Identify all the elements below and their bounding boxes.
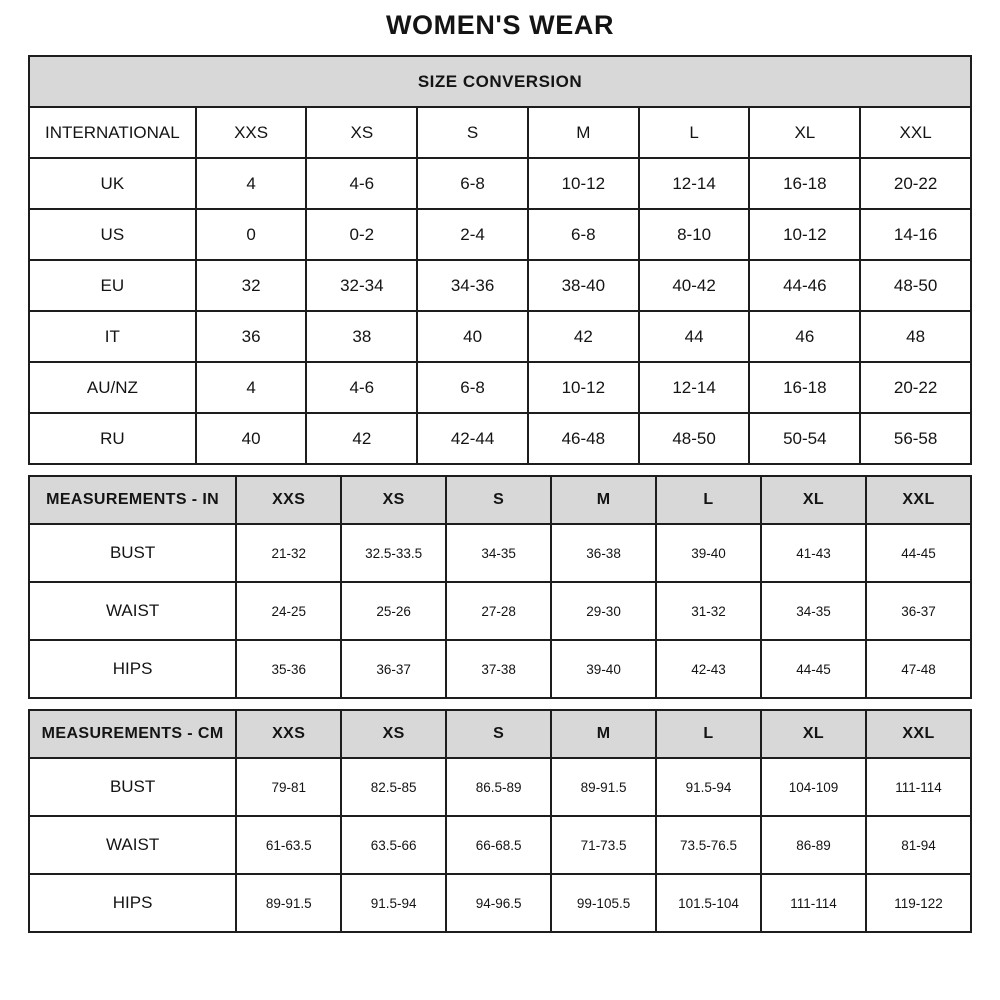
value-cell: 37-38 (446, 640, 551, 698)
value-cell: 111-114 (761, 874, 866, 932)
value-cell: 14-16 (860, 209, 971, 260)
table-row (29, 640, 971, 698)
value-cell: L (639, 107, 750, 158)
value-cell: 6-8 (417, 362, 528, 413)
value-cell: 34-36 (417, 260, 528, 311)
value-cell: 104-109 (761, 758, 866, 816)
value-cell: 50-54 (749, 413, 860, 464)
value-cell: 47-48 (866, 640, 971, 698)
table-header-cell: XL (761, 710, 866, 758)
table-header-cell: XXS (236, 710, 341, 758)
value-cell: 34-35 (446, 524, 551, 582)
value-cell: 29-30 (551, 582, 656, 640)
value-cell: XS (306, 107, 417, 158)
value-cell: 20-22 (860, 158, 971, 209)
row-label-cell: RU (29, 413, 196, 464)
value-cell: 4-6 (306, 158, 417, 209)
page-title: WOMEN'S WEAR (385, 10, 615, 40)
value-cell: 6-8 (528, 209, 639, 260)
value-cell: 71-73.5 (551, 816, 656, 874)
value-cell: 91.5-94 (341, 874, 446, 932)
value-cell: 35-36 (236, 640, 341, 698)
row-label-cell: HIPS (29, 874, 236, 932)
table-header-cell: XL (761, 476, 866, 524)
measurements-cm-table (28, 709, 972, 933)
value-cell: 38-40 (528, 260, 639, 311)
value-cell: 0-2 (306, 209, 417, 260)
value-cell: 4 (196, 158, 307, 209)
value-cell: 6-8 (417, 158, 528, 209)
row-label-cell: HIPS (29, 640, 236, 698)
table-row (29, 158, 971, 209)
value-cell: 32.5-33.5 (341, 524, 446, 582)
value-cell: 63.5-66 (341, 816, 446, 874)
row-label-cell: US (29, 209, 196, 260)
table-header-cell: XXL (866, 710, 971, 758)
value-cell: 24-25 (236, 582, 341, 640)
value-cell: 10-12 (528, 362, 639, 413)
value-cell: 42 (306, 413, 417, 464)
measurements-in-table (28, 475, 972, 699)
table-header-cell: S (446, 710, 551, 758)
value-cell: 40-42 (639, 260, 750, 311)
value-cell: 41-43 (761, 524, 866, 582)
value-cell: 38 (306, 311, 417, 362)
value-cell: 16-18 (749, 158, 860, 209)
value-cell: 73.5-76.5 (656, 816, 761, 874)
value-cell: 61-63.5 (236, 816, 341, 874)
value-cell: 89-91.5 (551, 758, 656, 816)
value-cell: 42 (528, 311, 639, 362)
value-cell: 36-38 (551, 524, 656, 582)
table-header-cell: M (551, 476, 656, 524)
table-title: SIZE CONVERSION (29, 56, 971, 107)
value-cell: 44-45 (866, 524, 971, 582)
table-row (29, 209, 971, 260)
table-header-cell: L (656, 710, 761, 758)
table-header-cell: XS (341, 710, 446, 758)
table-row (29, 816, 971, 874)
value-cell: 0 (196, 209, 307, 260)
value-cell: 34-35 (761, 582, 866, 640)
value-cell: 20-22 (860, 362, 971, 413)
value-cell: XXL (860, 107, 971, 158)
row-label-cell: WAIST (29, 816, 236, 874)
value-cell: 101.5-104 (656, 874, 761, 932)
value-cell: 36-37 (866, 582, 971, 640)
value-cell: 8-10 (639, 209, 750, 260)
value-cell: 91.5-94 (656, 758, 761, 816)
value-cell: 86.5-89 (446, 758, 551, 816)
table-header-cell: XS (341, 476, 446, 524)
value-cell: 27-28 (446, 582, 551, 640)
table-title-row (29, 56, 971, 107)
value-cell: 81-94 (866, 816, 971, 874)
value-cell: 21-32 (236, 524, 341, 582)
size-conversion-table (28, 55, 972, 465)
value-cell: M (528, 107, 639, 158)
table-header-cell: L (656, 476, 761, 524)
table-row (29, 874, 971, 932)
row-label-cell: INTERNATIONAL (29, 107, 196, 158)
table-header-label: MEASUREMENTS - CM (29, 710, 236, 758)
row-label-cell: UK (29, 158, 196, 209)
value-cell: XL (749, 107, 860, 158)
value-cell: 48-50 (639, 413, 750, 464)
value-cell: 40 (196, 413, 307, 464)
table-header-label: MEASUREMENTS - IN (29, 476, 236, 524)
table-header-row (29, 476, 971, 524)
value-cell: 66-68.5 (446, 816, 551, 874)
value-cell: S (417, 107, 528, 158)
value-cell: 42-44 (417, 413, 528, 464)
value-cell: 99-105.5 (551, 874, 656, 932)
value-cell: 39-40 (656, 524, 761, 582)
value-cell: 10-12 (528, 158, 639, 209)
row-label-cell: IT (29, 311, 196, 362)
table-header-cell: S (446, 476, 551, 524)
table-row (29, 524, 971, 582)
value-cell: 86-89 (761, 816, 866, 874)
value-cell: 39-40 (551, 640, 656, 698)
table-header-cell: M (551, 710, 656, 758)
value-cell: 32 (196, 260, 307, 311)
row-label-cell: AU/NZ (29, 362, 196, 413)
value-cell: 12-14 (639, 362, 750, 413)
table-row (29, 582, 971, 640)
value-cell: 111-114 (866, 758, 971, 816)
value-cell: 40 (417, 311, 528, 362)
table-row (29, 362, 971, 413)
value-cell: 32-34 (306, 260, 417, 311)
value-cell: 119-122 (866, 874, 971, 932)
value-cell: 94-96.5 (446, 874, 551, 932)
table-row (29, 758, 971, 816)
table-header-cell: XXS (236, 476, 341, 524)
value-cell: 4-6 (306, 362, 417, 413)
value-cell: 16-18 (749, 362, 860, 413)
value-cell: 89-91.5 (236, 874, 341, 932)
row-label-cell: EU (29, 260, 196, 311)
value-cell: 44-45 (761, 640, 866, 698)
table-row (29, 311, 971, 362)
table-header-cell: XXL (866, 476, 971, 524)
value-cell: 46 (749, 311, 860, 362)
value-cell: 36-37 (341, 640, 446, 698)
value-cell: 82.5-85 (341, 758, 446, 816)
value-cell: 36 (196, 311, 307, 362)
value-cell: 79-81 (236, 758, 341, 816)
value-cell: 42-43 (656, 640, 761, 698)
value-cell: 48 (860, 311, 971, 362)
value-cell: 2-4 (417, 209, 528, 260)
value-cell: 10-12 (749, 209, 860, 260)
value-cell: XXS (196, 107, 307, 158)
row-label-cell: BUST (29, 758, 236, 816)
value-cell: 25-26 (341, 582, 446, 640)
value-cell: 31-32 (656, 582, 761, 640)
table-row (29, 107, 971, 158)
value-cell: 56-58 (860, 413, 971, 464)
value-cell: 44 (639, 311, 750, 362)
value-cell: 4 (196, 362, 307, 413)
table-header-row (29, 710, 971, 758)
row-label-cell: WAIST (29, 582, 236, 640)
table-row (29, 413, 971, 464)
value-cell: 12-14 (639, 158, 750, 209)
row-label-cell: BUST (29, 524, 236, 582)
value-cell: 46-48 (528, 413, 639, 464)
value-cell: 48-50 (860, 260, 971, 311)
table-row (29, 260, 971, 311)
value-cell: 44-46 (749, 260, 860, 311)
